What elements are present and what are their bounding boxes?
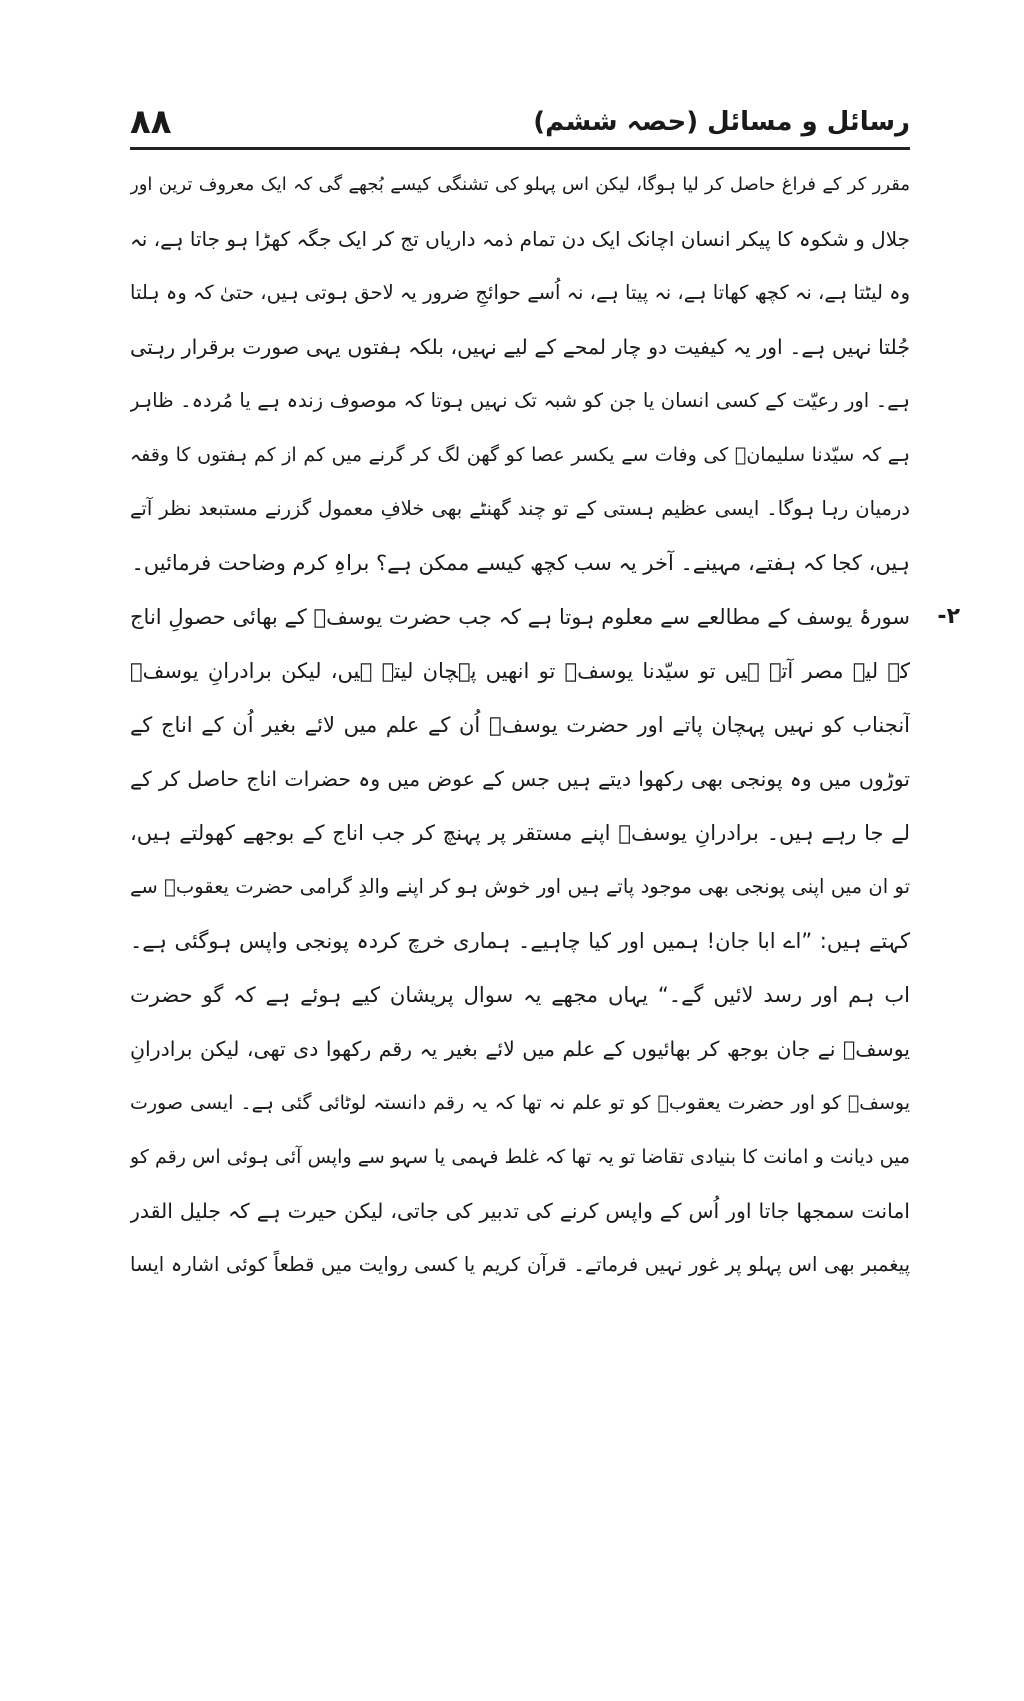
text-line: جُلتا نہیں ہے۔ اور یہ کیفیت دو چار لمحے کے لیے نہیں، بلکہ ہفتوں یہی صورت برقرار رہتی [130, 335, 910, 359]
body-text [130, 158, 960, 1292]
text-line: توڑوں میں وہ پونجی بھی رکھوا دیتے ہیں جس کے عوض میں وہ حضرات اناج حاصل کر کے [130, 767, 910, 791]
question-2 [130, 590, 960, 1292]
text-line: اب ہم اور رسد لائیں گے۔“ یہاں مجھے یہ سوال پریشان کیے ہوئے ہے کہ گو حضرت [130, 983, 910, 1007]
text-line: میں دیانت و امانت کا بنیادی تقاضا تو یہ تھا کہ غلط فہمی یا سہو سے واپس آئی ہوئی اس رقم کو [130, 1146, 910, 1168]
text-line: آنجناب کو نہیں پہچان پاتے اور حضرت یوسفؑ اُن کے علم میں لائے بغیر اُن کے اناج کے [130, 713, 910, 737]
header-divider [130, 147, 910, 150]
text-line: کہتے ہیں: ”اے ابا جان! ہمیں اور کیا چاہیے۔ ہماری خرچ کردہ پونجی واپس ہوگئی ہے۔ [130, 929, 910, 953]
running-title: رسائل و مسائل (حصہ ششم) [533, 107, 910, 137]
paragraph-question-1-continued [130, 158, 910, 590]
text-line: درمیان رہا ہوگا۔ ایسی عظیم ہستی کے تو چند گھنٹے بھی خلافِ معمول گزرنے مستبعد نظر آتے [130, 497, 910, 520]
page-header [130, 88, 910, 142]
page-number: ۸۸ [130, 102, 172, 142]
text-line: ہے۔ اور رعیّت کے کسی انسان یا جن کو شبہ تک نہیں ہوتا کہ موصوف زندہ ہے یا مُردہ۔ ظاہر [130, 389, 910, 412]
text-line: پیغمبر بھی اس پہلو پر غور نہیں فرماتے۔ قرآن کریم یا کسی روایت میں قطعاً کوئی اشارہ ایسا [130, 1253, 910, 1276]
text-line: کے لیے مصر آتے ہیں تو سیّدنا یوسفؑ تو انھیں پہچان لیتے ہیں، لیکن برادرانِ یوسفؑ [130, 659, 910, 683]
text-line: لے جا رہے ہیں۔ برادرانِ یوسفؑ اپنے مستقر پر پہنچ کر جب اناج کے بوجھے کھولتے ہیں، [130, 821, 910, 845]
text-line: یوسفؑ نے جان بوجھ کر بھائیوں کے علم میں لائے بغیر یہ رقم رکھوا دی تھی، لیکن برادرانِ [130, 1037, 910, 1061]
text-line: یوسفؑ کو اور حضرت یعقوبؑ کو تو علم نہ تھا کہ یہ رقم دانستہ لوٹائی گئی ہے۔ ایسی صورت [130, 1092, 910, 1114]
text-line: وہ لیٹتا ہے، نہ کچھ کھاتا ہے، نہ پیتا ہے، نہ اُسے حوائجِ ضرور یہ لاحق ہوتی ہیں، حتیٰ کہ وہ ہلتا [130, 281, 910, 304]
question-number: ۲- [937, 604, 960, 629]
text-line: امانت سمجھا جاتا اور اُس کے واپس کرنے کی تدبیر کی جاتی، لیکن حیرت ہے کہ جلیل القدر [130, 1199, 910, 1223]
text-line: مقرر کر کے فراغ حاصل کر لیا ہوگا، لیکن اس پہلو کی تشنگی کیسے بُجھے گی کہ ایک معروف ترین اور [130, 174, 910, 195]
text-line: جلال و شکوہ کا پیکر انسان اچانک ایک دن تمام ذمہ داریاں تج کر ایک جگہ کھڑا ہو جاتا ہے، نہ [130, 227, 910, 251]
text-line: ہے کہ سیّدنا سلیمانؑ کی وفات سے یکسر عصا کو گھن لگ کر گرنے میں کم از کم ہفتوں کا وقفہ [130, 444, 910, 466]
text-line: سورۂ یوسف کے مطالعے سے معلوم ہوتا ہے کہ جب حضرت یوسفؑ کے بھائی حصولِ اناج [130, 605, 910, 629]
text-line: تو ان میں اپنی پونجی بھی موجود پاتے ہیں اور خوش ہو کر اپنے والدِ گرامی حضرت یعقوبؑ سے [130, 875, 910, 898]
text-line: ہیں، کجا کہ ہفتے، مہینے۔ آخر یہ سب کچھ کیسے ممکن ہے؟ براہِ کرم وضاحت فرمائیں۔ [131, 551, 910, 575]
